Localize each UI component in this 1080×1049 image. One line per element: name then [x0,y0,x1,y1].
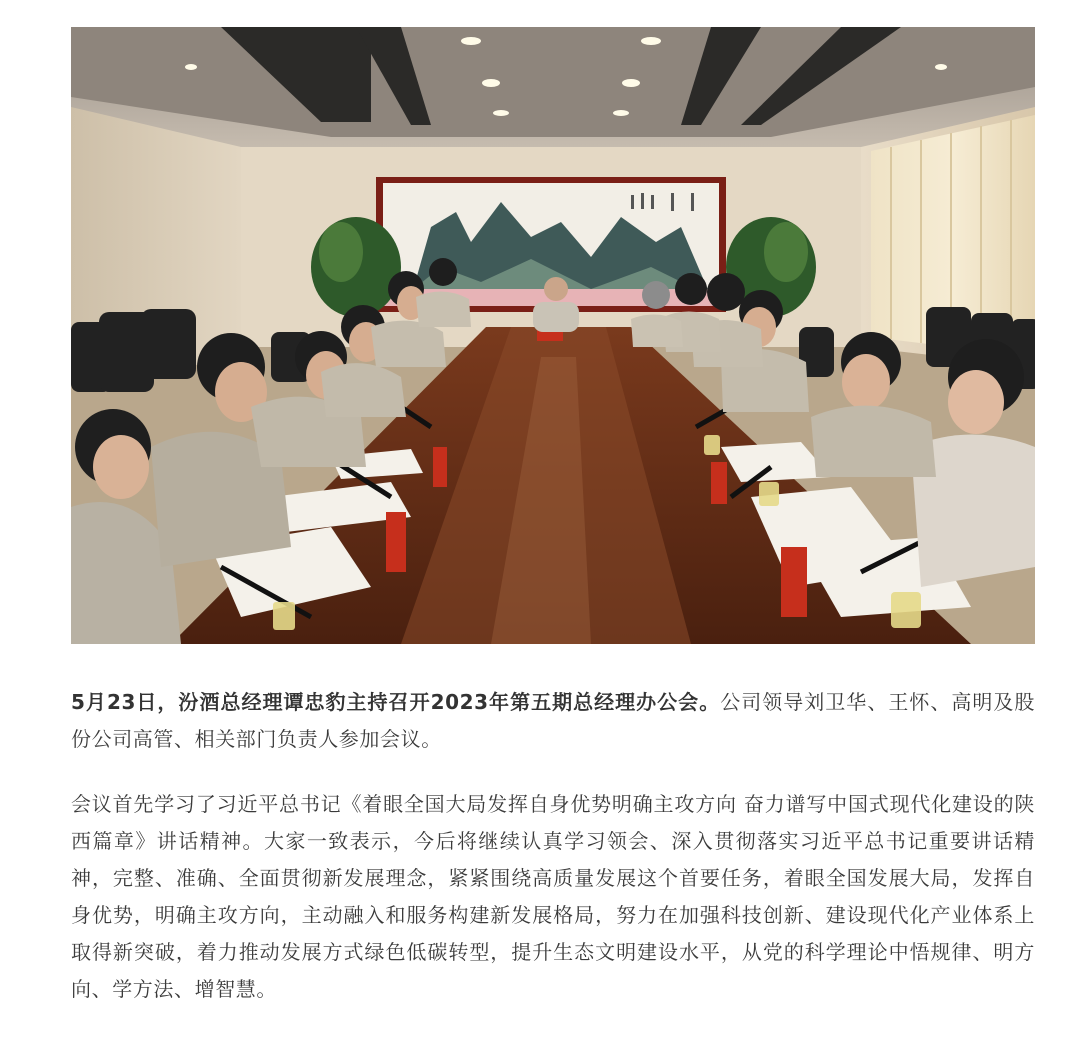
meeting-photo [71,27,1035,644]
paragraph-body [71,786,1035,1008]
meeting-photo-illustration [71,27,1035,644]
paragraph-intro [71,684,1035,758]
paragraph-intro-text: 公司领导刘卫华、王怀、高明及股份公司高管、相关部门负责人参加会议。 [71,690,1036,751]
paragraph-body-text: 会议首先学习了习近平总书记《着眼全国大局发挥自身优势明确主攻方向 奋力谱写中国式现代化建设的陕西篇章》讲话精神。大家一致表示，今后将继续认真学习领会、深入贯彻落实习近平总书记重要讲话精神，完整、准确、全面贯彻新发展理念，紧紧围绕高质量发展这个首要任务，着眼全国发展大局，发挥自身优势，明确主攻方向，主动融入和服务构建新发展格局，努力在加强科技创新、建设现代化产业体系上取得新突破，着力推动发展方式绿色低碳转型，提升生态文明建设水平，从党的科学理论中悟规律、明方向、学方法、增智慧。 [71,792,1035,1001]
paragraph-intro-lead: 5月23日，汾酒总经理谭忠豹主持召开2023年第五期总经理办公会。 [71,690,721,714]
